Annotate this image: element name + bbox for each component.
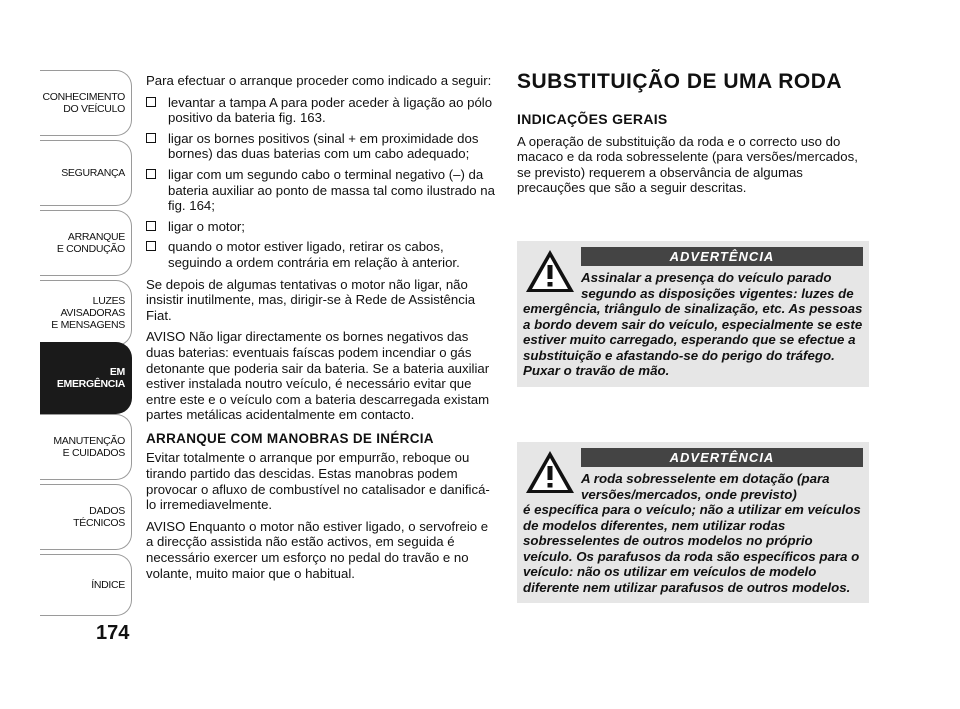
tab-seguranca[interactable] xyxy=(40,140,132,206)
list-item xyxy=(146,131,496,162)
step-text: levantar a tampa A para poder aceder à ligação ao pólo positivo da bateria fig. 163. xyxy=(168,94,493,126)
aviso-paragraph: AVISO Enquanto o motor não estiver ligado, o servofreio e a direcção assistida não estão activos, em seguida é necessário exercer um esforço no pedal do travão e no volante, muito maior que o habitual. xyxy=(146,518,489,581)
paragraph: A operação de substituição da roda e o correcto uso do macaco e da roda sobresselente (para versões/mercados, se previsto) requerem a observância de algumas precauções que são a seguir descritas. xyxy=(517,133,858,196)
tab-conhecimento-do-veiculo[interactable] xyxy=(40,70,132,136)
tab-label: MANUTENÇÃO E CUIDADOS xyxy=(53,435,125,459)
warning-box xyxy=(517,442,869,603)
checkbox-bullet-icon xyxy=(146,241,156,251)
section-heading: ARRANQUE COM MANOBRAS DE INÉRCIA xyxy=(146,430,434,446)
tab-dados-tecnicos[interactable] xyxy=(40,484,132,550)
tab-label: LUZES AVISADORAS E MENSAGENS xyxy=(51,295,125,331)
tab-em-emergencia[interactable] xyxy=(40,342,132,414)
warning-box xyxy=(517,241,869,387)
tab-indice[interactable] xyxy=(40,554,132,616)
step-text: ligar com um segundo cabo o terminal negativo (–) da bateria auxiliar ao ponto de massa tal como ilustrado na fig. 164; xyxy=(168,166,495,214)
warning-header: ADVERTÊNCIA xyxy=(581,247,863,266)
list-item xyxy=(146,219,496,235)
paragraph: Se depois de algumas tentativas o motor não ligar, não insistir inutilmente, mas, dirigir-se à Rede de Assistência Fiat. xyxy=(146,276,476,323)
step-text: quando o motor estiver ligado, retirar os cabos, seguindo a ordem contrária em relação à anterior. xyxy=(168,239,460,270)
step-text: ligar os bornes positivos (sinal + em proximidade dos bornes) das duas baterias com um cabo adequado; xyxy=(168,130,479,162)
paragraph: Evitar totalmente o arranque por empurrão, reboque ou tirando partido das descidas. Estas manobras podem provocar o afluxo de combustível no catalisador e danificá-lo irremediavelmente. xyxy=(146,450,490,513)
steps-list xyxy=(146,95,496,271)
warning-body: emergência, triângulo de sinalização, etc. As pessoas a bordo devem sair do veículo, especialmente se este estiver muito carregado, esperando que se efectue a substituição e afastando-se do perigo do tráfego. Puxar o travão de mão. xyxy=(523,301,863,378)
step-text: ligar o motor; xyxy=(168,218,245,234)
checkbox-bullet-icon xyxy=(146,133,156,143)
warning-triangle-icon xyxy=(525,450,575,494)
tab-label: SEGURANÇA xyxy=(61,167,125,179)
warning-lead: Assinalar a presença do veículo parado segundo as disposições vigentes: luzes de xyxy=(581,270,854,301)
intro-text: Para efectuar o arranque proceder como indicado a seguir: xyxy=(146,73,492,88)
left-column xyxy=(146,73,496,587)
tab-label: EM EMERGÊNCIA xyxy=(56,366,125,390)
list-item xyxy=(146,239,496,270)
right-column xyxy=(517,70,869,196)
warning-lead: A roda sobresselente em dotação (para versões/mercados, onde previsto) xyxy=(581,471,830,502)
tab-label: ÍNDICE xyxy=(91,579,125,591)
list-item xyxy=(146,167,496,214)
checkbox-bullet-icon xyxy=(146,97,156,107)
tab-label: ARRANQUE E CONDUÇÃO xyxy=(56,231,125,255)
checkbox-bullet-icon xyxy=(146,169,156,179)
aviso-paragraph: AVISO Não ligar directamente os bornes negativos das duas baterias: eventuais faíscas podem incendiar o gás detonante que poderia sair da bateria. Se a bateria auxiliar estiver instalada noutro veículo, é necessário evitar que entre este e o veículo com a bateria descarregada existam partes metálicas acidentalmente em contacto. xyxy=(146,329,490,423)
page-number: 174 xyxy=(96,622,130,644)
page-title: SUBSTITUIÇÃO DE UMA RODA xyxy=(517,70,843,93)
warning-header: ADVERTÊNCIA xyxy=(581,448,863,467)
warning-triangle-icon xyxy=(525,249,575,293)
warning-body: é específica para o veículo; não a utilizar em veículos de modelos diferentes, nem utilizar rodas sobresselentes de outros modelos no próprio veículo. Os parafusos da roda são específicos para o veículo: não os utilizar em veículos de modelo diferente nem utilizar parafusos de outros modelos. xyxy=(523,502,861,595)
tab-arranque-e-conducao[interactable] xyxy=(40,210,132,276)
tab-manutencao-e-cuidados[interactable] xyxy=(40,414,132,480)
tab-luzes-avisadoras[interactable] xyxy=(40,280,132,346)
tab-label: DADOS TÉCNICOS xyxy=(73,505,125,529)
section-subtitle: INDICAÇÕES GERAIS xyxy=(517,111,668,127)
checkbox-bullet-icon xyxy=(146,221,156,231)
list-item xyxy=(146,95,496,126)
tab-label: CONHECIMENTO DO VEÍCULO xyxy=(42,91,125,115)
